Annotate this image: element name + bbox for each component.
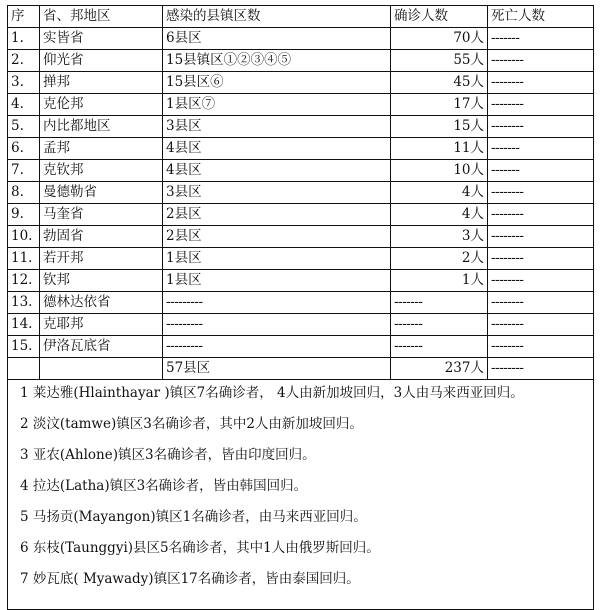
cell-counties: 3县区 [163, 116, 391, 138]
cell-region: 若开邦 [40, 248, 163, 270]
cell-counties: 1县区 [163, 248, 391, 270]
cell-seq: 1. [8, 28, 40, 50]
cell-seq: 7. [8, 160, 40, 182]
cell-seq: 11. [8, 248, 40, 270]
total-confirmed: 237人 [391, 358, 488, 380]
cell-seq: 12. [8, 270, 40, 292]
cell-confirmed: ------- [391, 336, 488, 358]
table-row [8, 248, 594, 270]
cell-region: 伊洛瓦底省 [40, 336, 163, 358]
footnote: 7 妙瓦底( Myawady)镇区17名确诊者，皆由泰国回归。 [20, 571, 360, 587]
cell-deaths: -------- [488, 182, 594, 204]
header-confirmed: 确诊人数 [391, 6, 488, 28]
cell-confirmed: 4人 [391, 182, 488, 204]
cell-deaths: -------- [488, 226, 594, 248]
cell-counties: 15县区⑥ [163, 72, 391, 94]
cell-counties: 15县镇区①②③④⑤ [163, 50, 391, 72]
footnote: 2 淡汶(tamwe)镇区3名确诊者，其中2人由新加坡回归。 [20, 416, 363, 432]
cell-deaths: -------- [488, 204, 594, 226]
cell-seq: 15. [8, 336, 40, 358]
cell-seq: 6. [8, 138, 40, 160]
total-region [40, 358, 163, 380]
cell-deaths: -------- [488, 94, 594, 116]
cell-counties: --------- [163, 292, 391, 314]
table-row [8, 270, 594, 292]
table-row [8, 182, 594, 204]
cell-confirmed: 55人 [391, 50, 488, 72]
cell-confirmed: 17人 [391, 94, 488, 116]
cell-deaths: ------- [488, 160, 594, 182]
cell-counties: 4县区 [163, 160, 391, 182]
cell-region: 德林达依省 [40, 292, 163, 314]
cell-counties: --------- [163, 314, 391, 336]
total-row [8, 358, 594, 380]
table-row [8, 314, 594, 336]
cell-counties: 2县区 [163, 204, 391, 226]
footnote: 6 东枝(Taunggyi)县区5名确诊者，其中1人由俄罗斯回归。 [20, 540, 380, 556]
table-row [8, 226, 594, 248]
cell-counties: 6县区 [163, 28, 391, 50]
cell-seq: 13. [8, 292, 40, 314]
total-counties: 57县区 [163, 358, 391, 380]
header-seq: 序 [8, 6, 40, 28]
cell-counties: --------- [163, 336, 391, 358]
header-counties: 感染的县镇区数 [163, 6, 391, 28]
table-row [8, 50, 594, 72]
footnote: 5 马扬贡(Mayangon)镇区1名确诊者，由马来西亚回归。 [20, 509, 367, 525]
cell-deaths: -------- [488, 116, 594, 138]
cell-seq: 10. [8, 226, 40, 248]
cell-confirmed: 1人 [391, 270, 488, 292]
cell-confirmed: ------- [391, 314, 488, 336]
cell-counties: 4县区 [163, 138, 391, 160]
cell-deaths: -------- [488, 292, 594, 314]
cell-region: 掸邦 [40, 72, 163, 94]
footnote: 4 拉达(Latha)镇区3名确诊者，皆由韩国回归。 [20, 478, 308, 494]
table-body [8, 6, 594, 610]
table-row [8, 28, 594, 50]
footnote: 3 亚农(Ahlone)镇区3名确诊者，皆由印度回归。 [20, 447, 316, 463]
table-row [8, 204, 594, 226]
cell-deaths: -------- [488, 336, 594, 358]
cell-deaths: -------- [488, 72, 594, 94]
cell-deaths: ------- [488, 138, 594, 160]
table-row [8, 160, 594, 182]
cell-seq: 4. [8, 94, 40, 116]
cell-region: 钦邦 [40, 270, 163, 292]
table-row [8, 138, 594, 160]
notes-row [8, 380, 594, 610]
cell-counties: 1县区 [163, 270, 391, 292]
cell-region: 曼德勒省 [40, 182, 163, 204]
cell-seq: 3. [8, 72, 40, 94]
cell-confirmed: 70人 [391, 28, 488, 50]
cell-confirmed: 11人 [391, 138, 488, 160]
footnote: 1 莱达雅(Hlainthayar )镇区7名确诊者， 4人由新加坡回归，3人由马来西亚回归。 [20, 385, 524, 401]
cell-confirmed: ------- [391, 292, 488, 314]
covid-case-table [7, 5, 594, 610]
header-row [8, 6, 594, 28]
header-region: 省、邦地区 [40, 6, 163, 28]
cell-region: 克钦邦 [40, 160, 163, 182]
cell-counties: 1县区⑦ [163, 94, 391, 116]
table-row [8, 116, 594, 138]
footnotes [8, 380, 594, 610]
cell-region: 孟邦 [40, 138, 163, 160]
cell-confirmed: 45人 [391, 72, 488, 94]
cell-seq: 2. [8, 50, 40, 72]
total-deaths: -------- [488, 358, 594, 380]
table-row [8, 336, 594, 358]
cell-seq: 14. [8, 314, 40, 336]
cell-confirmed: 4人 [391, 204, 488, 226]
cell-deaths: -------- [488, 50, 594, 72]
cell-counties: 2县区 [163, 226, 391, 248]
table-row [8, 72, 594, 94]
cell-deaths: -------- [488, 270, 594, 292]
cell-seq: 9. [8, 204, 40, 226]
cell-confirmed: 15人 [391, 116, 488, 138]
cell-seq: 8. [8, 182, 40, 204]
cell-confirmed: 10人 [391, 160, 488, 182]
cell-region: 实皆省 [40, 28, 163, 50]
cell-deaths: -------- [488, 248, 594, 270]
header-deaths: 死亡人数 [488, 6, 594, 28]
cell-region: 马奎省 [40, 204, 163, 226]
cell-confirmed: 3人 [391, 226, 488, 248]
table-row [8, 94, 594, 116]
cell-region: 内比都地区 [40, 116, 163, 138]
cell-deaths: ------- [488, 28, 594, 50]
cell-region: 勃固省 [40, 226, 163, 248]
cell-deaths: -------- [488, 314, 594, 336]
cell-region: 克耶邦 [40, 314, 163, 336]
cell-region: 克伦邦 [40, 94, 163, 116]
total-seq [8, 358, 40, 380]
table-row [8, 292, 594, 314]
cell-seq: 5. [8, 116, 40, 138]
cell-confirmed: 2人 [391, 248, 488, 270]
cell-region: 仰光省 [40, 50, 163, 72]
cell-counties: 3县区 [163, 182, 391, 204]
